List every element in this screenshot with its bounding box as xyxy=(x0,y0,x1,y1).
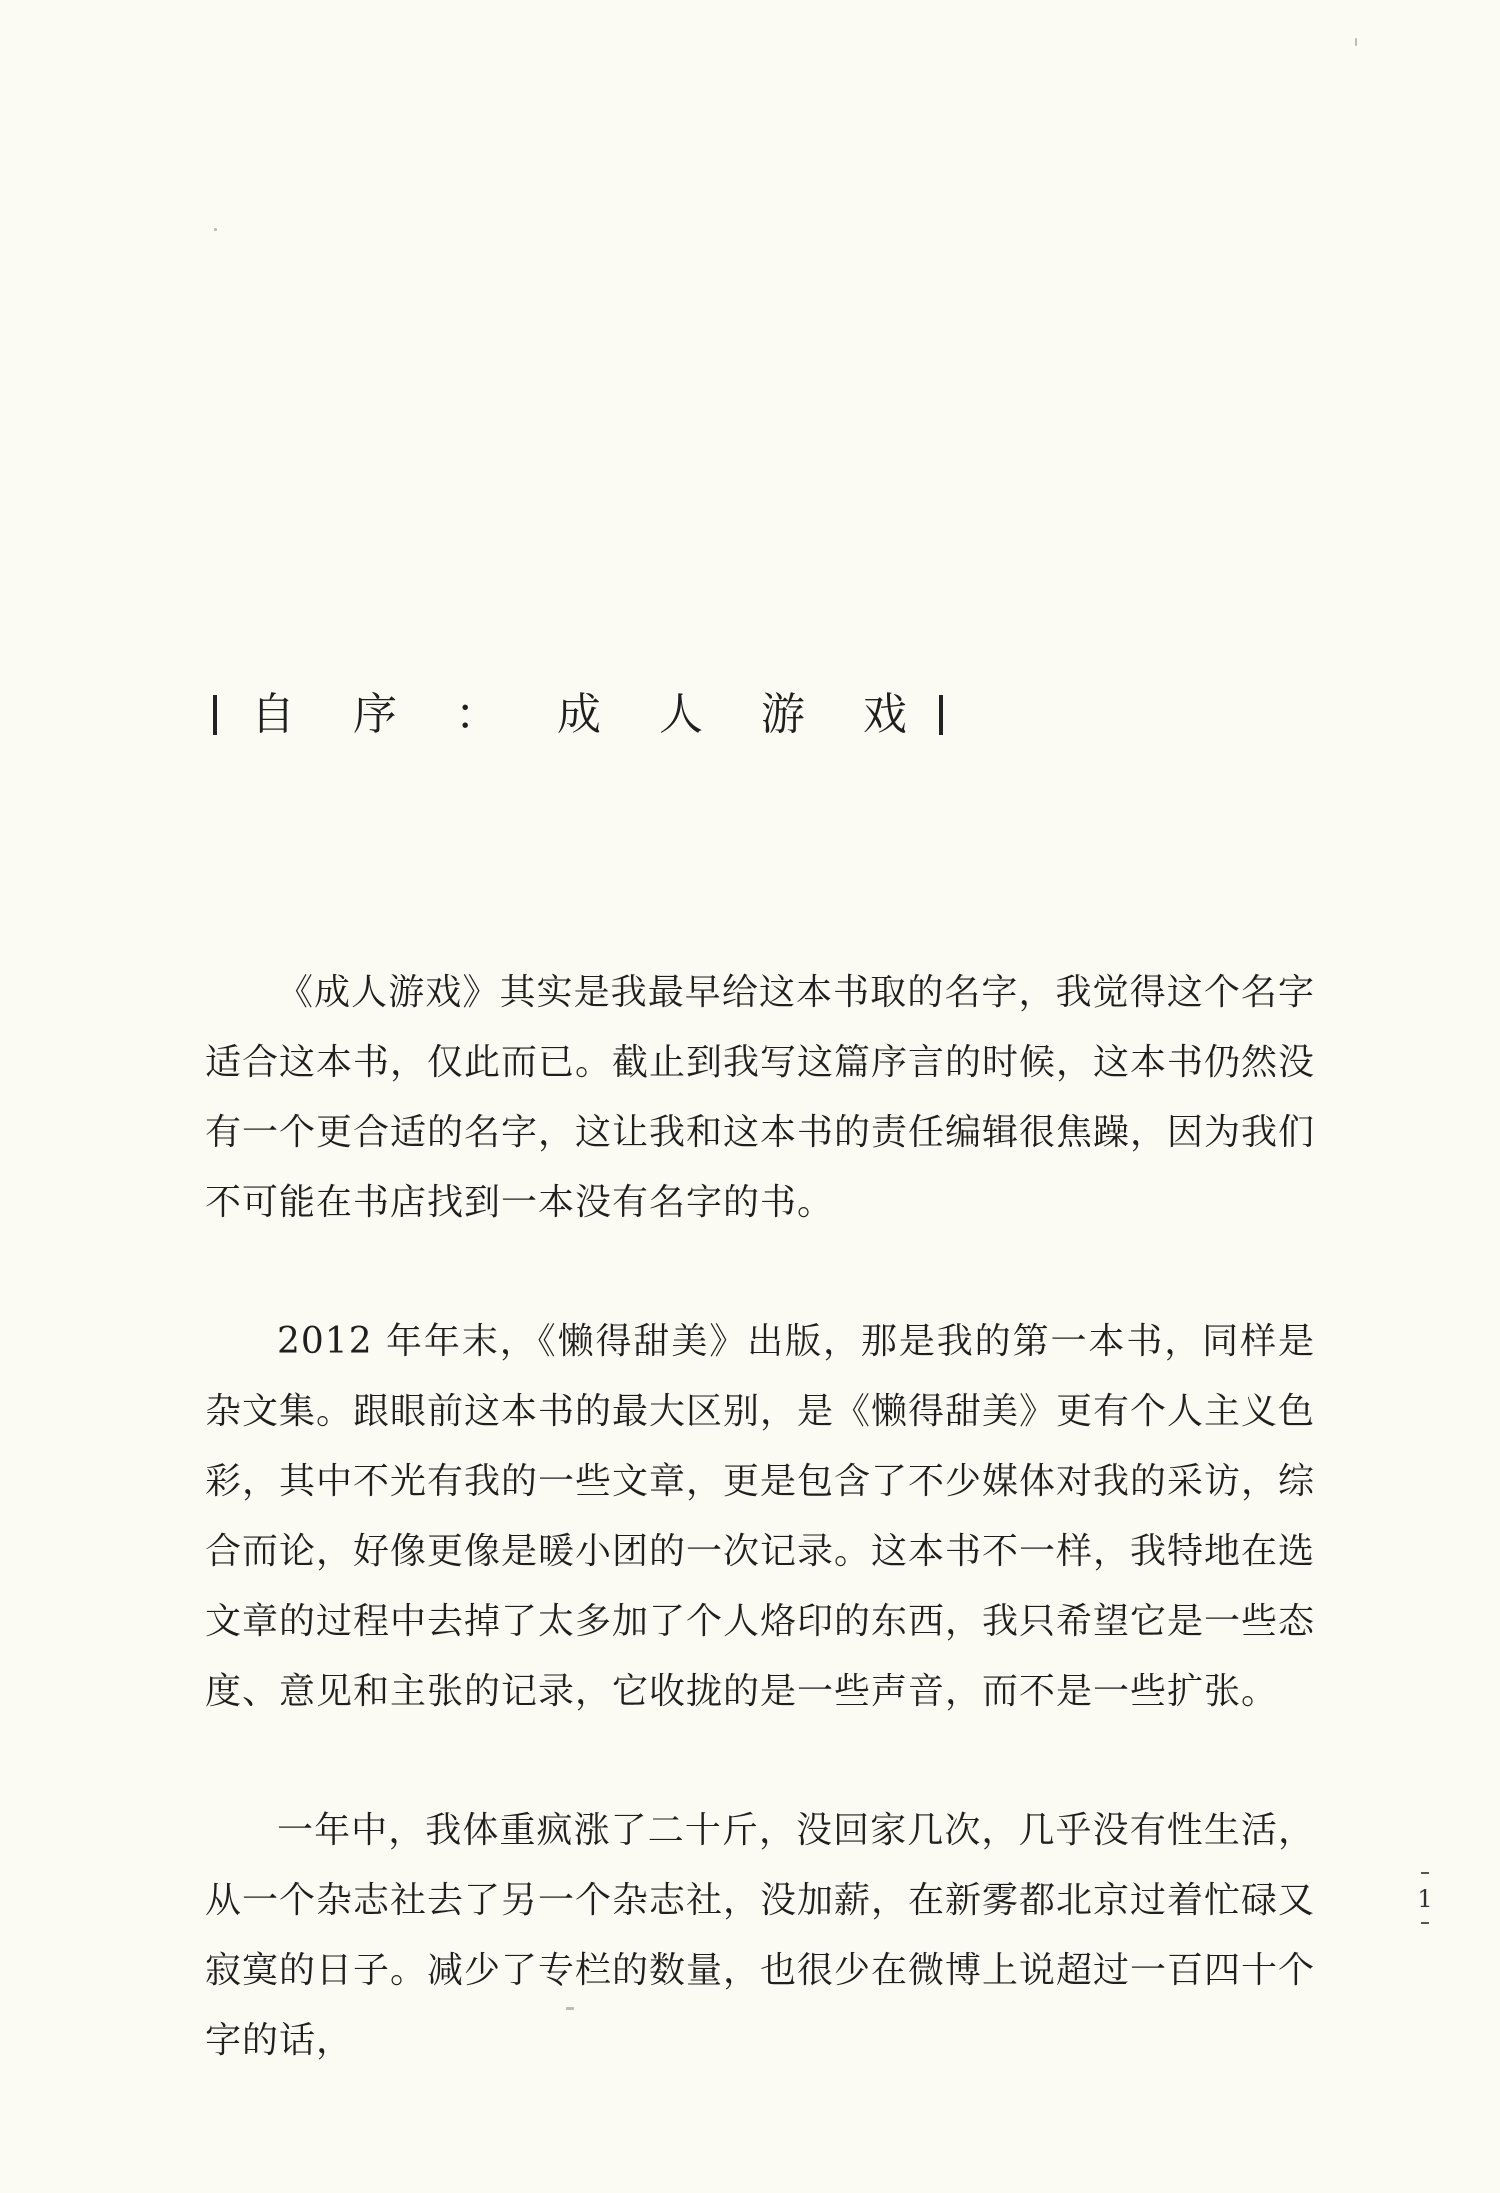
scan-speck xyxy=(1355,38,1357,46)
heading-left-bar xyxy=(213,695,217,735)
page-number: 1 xyxy=(1417,1885,1433,1913)
paragraph-3: 一年中，我体重疯涨了二十斤，没回家几次，几乎没有性生活，从一个杂志社去了另一个杂志社，没加薪，在新雾都北京过着忙碌又寂寞的日子。减少了专栏的数量，也很少在微博上说超过一百四十个字的话， xyxy=(205,1810,1316,2061)
scan-speck xyxy=(214,228,217,231)
paragraph-2: 2012 年年末，《懒得甜美》出版，那是我的第一本书，同样是杂文集。跟眼前这本书的最大区别，是《懒得甜美》更有个人主义色彩，其中不光有我的一些文章，更是包含了不少媒体对我的采访，综合而论，好像更像是暖小团的一次记录。这本书不一样，我特地在选文章的过程中去掉了太多加了个人烙印的东西，我只希望它是一些态度、意见和主张的记录，它收拢的是一些声音，而不是一些扩张。 xyxy=(205,1321,1316,1712)
paragraph-1: 《成人游戏》其实是我最早给这本书取的名字，我觉得这个名字适合这本书，仅此而已。截止到我写这篇序言的时候，这本书仍然没有一个更合适的名字，这让我和这本书的责任编辑很焦躁，因为我们不可能在书店找到一本没有名字的书。 xyxy=(205,972,1316,1223)
body-text xyxy=(205,958,1315,2145)
heading-right-bar xyxy=(939,695,943,735)
page-number-tick-top xyxy=(1421,1872,1429,1874)
scan-speck xyxy=(566,2007,574,2010)
chapter-heading xyxy=(213,685,943,745)
chapter-title: 自 序 ： 成 人 游 戏 xyxy=(251,689,929,740)
page-number-tick-bottom xyxy=(1421,1922,1429,1924)
